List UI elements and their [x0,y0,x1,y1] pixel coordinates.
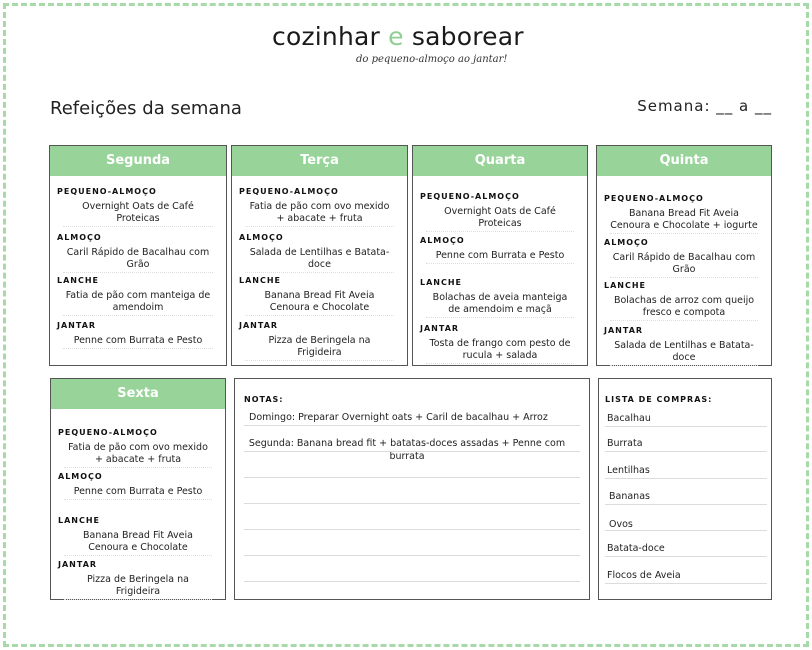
day-header: Segunda [50,146,226,176]
meal-label: LANCHE [57,276,100,285]
meal-dish: Bolachas de aveia manteiga de amendoim e maçã [426,292,574,318]
shopping-item: Lentilhas [607,465,650,476]
meal-label: JANTAR [239,321,279,330]
shopping-rule [605,530,767,531]
meal-dish: Salada de Lentilhas e Batata-doce [610,340,758,366]
meal-dish: Caril Rápido de Bacalhau com Grão [610,252,758,278]
day-card-segunda [49,145,227,366]
notes-title: NOTAS: [244,395,284,404]
day-card-sexta [50,378,226,600]
meal-block [597,326,771,366]
meal-block [413,278,587,318]
meal-block [51,516,225,556]
meal-label: JANTAR [57,321,97,330]
note-rule [244,477,580,478]
meal-dish: Pizza de Beringela na Frigideira [64,574,212,600]
day-card-quarta [412,145,588,366]
brand-tagline: do pequeno-almoço ao jantar! [356,54,508,65]
meal-label: PEQUENO-ALMOÇO [604,194,704,203]
meal-label: ALMOÇO [57,233,102,242]
meal-dish: Penne com Burrata e Pesto [64,486,212,500]
meal-block [50,233,226,273]
shopping-item: Ovos [609,519,633,530]
meal-label: PEQUENO-ALMOÇO [58,428,158,437]
meal-dish: Caril Rápido de Bacalhau com Grão [63,247,213,273]
meal-label: ALMOÇO [58,472,103,481]
note-rule [244,503,580,504]
page-title: Refeições da semana [50,98,242,119]
meal-block [413,324,587,364]
note-rule [244,555,580,556]
meal-label: LANCHE [420,278,463,287]
meal-block [232,233,407,273]
meal-block [597,194,771,234]
meal-dish: Penne com Burrata e Pesto [426,250,574,264]
note-rule [244,425,580,426]
meal-block [232,321,407,361]
meal-block [51,428,225,468]
note-rule [244,581,580,582]
day-header: Terça [232,146,407,176]
meal-label: JANTAR [604,326,644,335]
brand-word-1: cozinhar [272,22,380,51]
notes-box [234,378,590,600]
day-header: Quinta [597,146,771,176]
meal-dish: Banana Bread Fit Aveia Cenoura e Chocolate + iogurte [610,208,758,234]
shopping-item: Flocos de Aveia [607,570,681,581]
day-header: Sexta [51,379,225,409]
meal-label: PEQUENO-ALMOÇO [57,187,157,196]
meal-dish: Fatia de pão com ovo mexido + abacate + fruta [64,442,212,468]
meal-block [232,276,407,316]
meal-block [51,472,225,500]
shopping-rule [605,478,767,479]
day-card-quinta [596,145,772,366]
meal-label: ALMOÇO [604,238,649,247]
meal-block [597,281,771,321]
meal-dish: Fatia de pão com ovo mexido + abacate + fruta [245,201,394,227]
day-header: Quarta [413,146,587,176]
meal-block [232,187,407,227]
meal-block [50,276,226,316]
meal-dish: Salada de Lentilhas e Batata-doce [245,247,394,273]
meal-label: PEQUENO-ALMOÇO [239,187,339,196]
meal-label: PEQUENO-ALMOÇO [420,192,520,201]
meal-label: LANCHE [58,516,101,525]
brand-word-2: saborear [411,22,524,51]
shopping-list-box [598,378,772,600]
meal-label: LANCHE [604,281,647,290]
meal-dish: Banana Bread Fit Aveia Cenoura e Chocolate [245,290,394,316]
meal-dish: Banana Bread Fit Aveia Cenoura e Chocolate [64,530,212,556]
meal-dish: Bolachas de arroz com queijo fresco e compota [610,295,758,321]
meal-dish: Overnight Oats de Café Proteicas [426,206,574,232]
meal-label: ALMOÇO [420,236,465,245]
brand-word-e: e [388,22,404,51]
meal-dish: Pizza de Beringela na Frigideira [245,335,394,361]
shopping-rule [605,451,767,452]
note-line: Segunda: Banana bread fit + batatas-doces assadas + Penne com burrata [248,438,566,462]
shopping-item: Bananas [609,491,650,502]
shopping-rule [605,556,767,557]
meal-block [50,187,226,227]
meal-label: ALMOÇO [239,233,284,242]
brand-logo [272,22,524,51]
meal-dish: Tosta de frango com pesto de rucula + salada [426,338,574,364]
meal-block [413,192,587,232]
shopping-rule [605,426,767,427]
note-line: Domingo: Preparar Overnight oats + Caril de bacalhau + Arroz [249,412,548,423]
meal-label: JANTAR [420,324,460,333]
meal-dish: Fatia de pão com manteiga de amendoim [63,290,213,316]
note-rule [244,451,580,452]
meal-block [50,321,226,349]
shopping-item: Batata-doce [607,543,665,554]
meal-block [51,560,225,600]
meal-dish: Penne com Burrata e Pesto [63,335,213,349]
shopping-rule [605,583,767,584]
meal-label: JANTAR [58,560,98,569]
shopping-list-title: LISTA DE COMPRAS: [605,395,713,404]
note-rule [244,529,580,530]
week-range: Semana: __ a __ [637,97,772,115]
shopping-item: Burrata [607,438,643,449]
day-card-terca [231,145,408,366]
shopping-item: Bacalhau [607,413,651,424]
meal-block [413,236,587,264]
shopping-rule [605,504,767,505]
meal-block [597,238,771,278]
meal-label: LANCHE [239,276,282,285]
meal-dish: Overnight Oats de Café Proteicas [63,201,213,227]
